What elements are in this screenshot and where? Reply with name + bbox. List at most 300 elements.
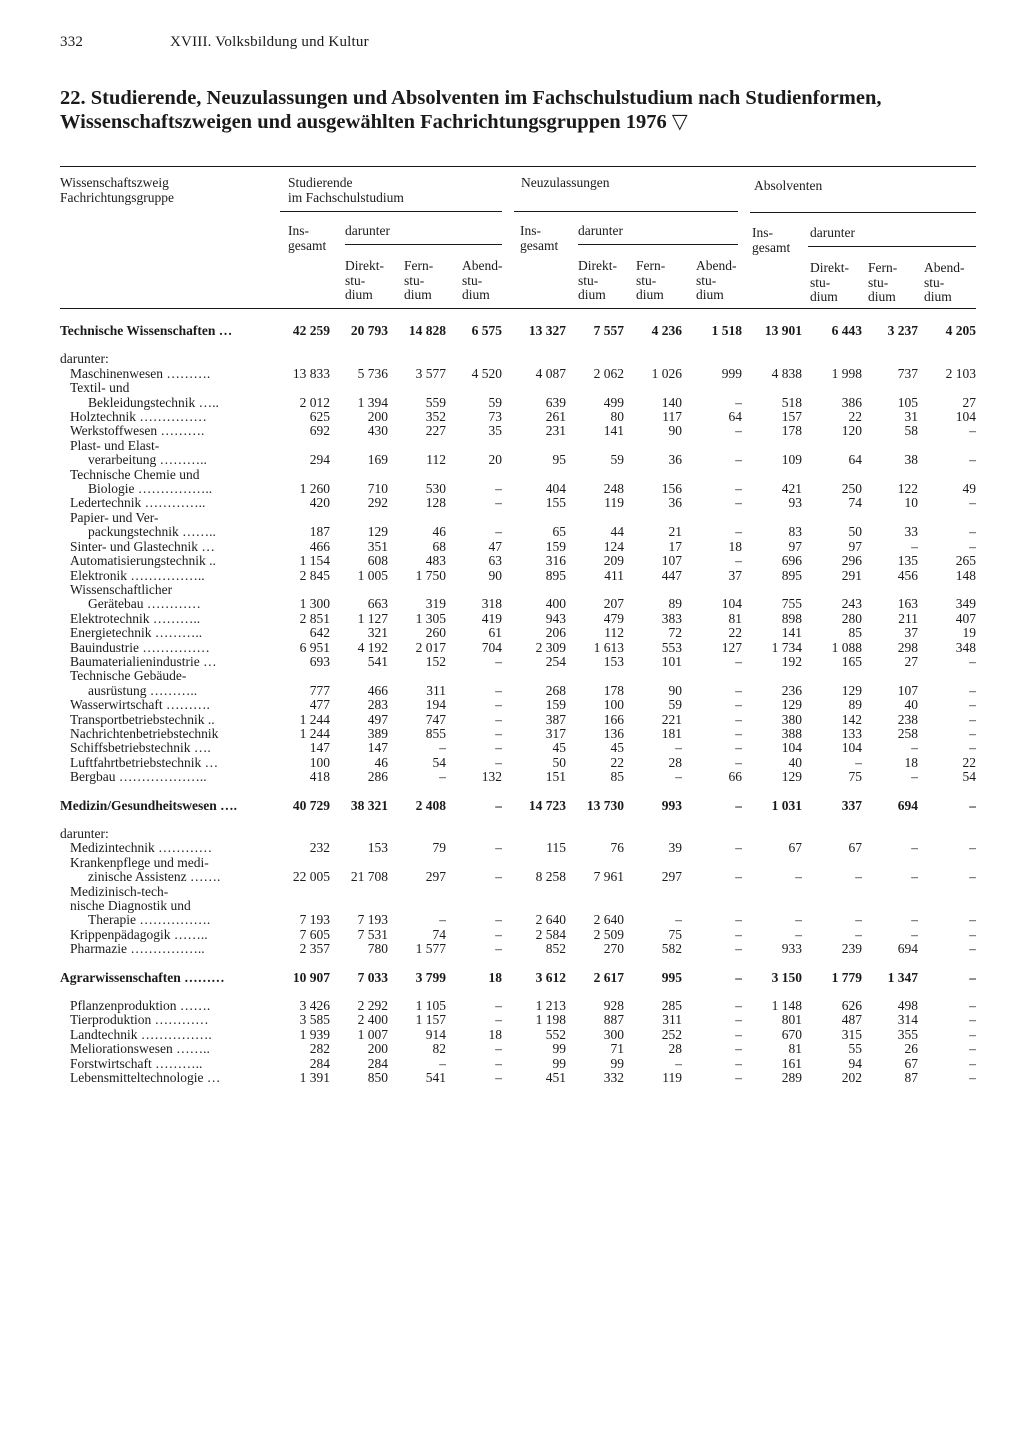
table-title bbox=[60, 86, 980, 134]
cell-col-5: 159 bbox=[545, 698, 566, 713]
cell-col-7: – bbox=[675, 913, 682, 928]
cell-col-4: 132 bbox=[481, 770, 502, 785]
cell-col-9: – bbox=[795, 927, 802, 942]
cell-col-11: 163 bbox=[897, 597, 918, 612]
cell-col-2: 850 bbox=[367, 1071, 388, 1086]
cell-col-7: 311 bbox=[662, 1013, 682, 1028]
cell-col-11: 298 bbox=[897, 640, 918, 655]
cell-col-10: 626 bbox=[841, 999, 862, 1014]
cell-col-6: 300 bbox=[603, 1027, 624, 1042]
cell-col-9: 236 bbox=[781, 683, 802, 698]
cell-col-9: 178 bbox=[781, 424, 802, 439]
cell-col-10: 64 bbox=[848, 453, 862, 468]
cell-col-12: 148 bbox=[955, 568, 976, 583]
cell-col-6 bbox=[566, 381, 624, 395]
cell-col-8: – bbox=[735, 1027, 742, 1042]
cell-col-3: 74 bbox=[432, 927, 446, 942]
cell-col-6: 85 bbox=[610, 770, 624, 785]
cell-col-9: 4 838 bbox=[771, 366, 802, 381]
cell-col-1: 420 bbox=[309, 496, 330, 511]
table-row bbox=[60, 684, 976, 698]
cell-col-9: 13 901 bbox=[764, 324, 802, 338]
cell-col-1: 642 bbox=[309, 626, 330, 641]
table-row-subheading bbox=[60, 381, 976, 395]
cell-col-12: 4 205 bbox=[945, 324, 976, 338]
cell-col-2: 292 bbox=[367, 496, 388, 511]
cell-col-9: – bbox=[795, 913, 802, 928]
cell-col-6: 124 bbox=[603, 539, 624, 554]
cell-col-12: – bbox=[969, 999, 976, 1014]
cell-col-12: – bbox=[969, 741, 976, 756]
cell-col-2: 5 736 bbox=[357, 366, 388, 381]
cell-col-3: 559 bbox=[425, 395, 446, 410]
cell-col-4: – bbox=[495, 525, 502, 540]
cell-col-6: 99 bbox=[610, 1056, 624, 1071]
table-row bbox=[60, 410, 976, 424]
cell-col-5: 151 bbox=[545, 770, 566, 785]
cell-col-5: 268 bbox=[545, 683, 566, 698]
cell-col-7: 36 bbox=[668, 496, 682, 511]
cell-col-5 bbox=[502, 439, 566, 453]
cell-col-2: 663 bbox=[367, 597, 388, 612]
cell-col-3: 1 577 bbox=[415, 942, 446, 957]
row-label: Schiffsbetriebstechnik …. bbox=[70, 741, 211, 756]
table-title-line-2: Wissenschaftszweigen und ausgewählten Fachrichtungsgruppen 1976 ▽ bbox=[60, 111, 688, 133]
cell-col-10 bbox=[802, 899, 862, 913]
cell-col-10 bbox=[802, 511, 862, 525]
cell-col-11: – bbox=[911, 741, 918, 756]
row-label: Bergbau ……………….. bbox=[70, 770, 207, 785]
table-row-total bbox=[60, 971, 976, 985]
cell-col-10 bbox=[802, 468, 862, 482]
table-row-subheading bbox=[60, 352, 976, 366]
cell-col-2: 321 bbox=[367, 626, 388, 641]
row-label: Textil- und bbox=[70, 381, 130, 396]
cell-col-9: 157 bbox=[781, 410, 802, 425]
g2-insgesamt-header: Ins- gesamt bbox=[520, 223, 559, 253]
group2-underline bbox=[514, 211, 738, 212]
cell-col-5 bbox=[502, 827, 566, 841]
darunter2-underline bbox=[578, 244, 738, 245]
cell-col-8: – bbox=[735, 554, 742, 569]
cell-col-7: 4 236 bbox=[651, 324, 682, 338]
cell-col-3: 2 017 bbox=[415, 640, 446, 655]
cell-col-12: 265 bbox=[955, 554, 976, 569]
row-label: Medizinisch-tech- bbox=[70, 884, 169, 899]
row-label: Bekleidungstechnik ….. bbox=[88, 395, 219, 410]
cell-col-3: 1 750 bbox=[415, 568, 446, 583]
row-label: Therapie ……………. bbox=[88, 913, 211, 928]
cell-col-1: 42 259 bbox=[292, 324, 330, 338]
cell-col-2 bbox=[330, 439, 388, 453]
cell-col-9: 801 bbox=[781, 1013, 802, 1028]
cell-col-3: 152 bbox=[425, 654, 446, 669]
table-row bbox=[60, 612, 976, 626]
cell-col-4: – bbox=[495, 698, 502, 713]
cell-col-1: 1 939 bbox=[299, 1027, 330, 1042]
cell-col-6: 928 bbox=[603, 999, 624, 1014]
cell-col-12 bbox=[918, 352, 976, 366]
cell-col-6 bbox=[566, 439, 624, 453]
cell-col-11: 498 bbox=[897, 999, 918, 1014]
cell-col-10: 487 bbox=[841, 1013, 862, 1028]
cell-col-1: 3 585 bbox=[299, 1013, 330, 1028]
cell-col-5: 552 bbox=[545, 1027, 566, 1042]
cell-col-6: 166 bbox=[603, 712, 624, 727]
cell-col-9: 380 bbox=[781, 712, 802, 727]
cell-col-12: 54 bbox=[962, 770, 976, 785]
row-label: Ledertechnik ………….. bbox=[70, 496, 206, 511]
table-row bbox=[60, 913, 976, 927]
row-label: Krankenpflege und medi- bbox=[70, 855, 209, 870]
cell-col-1 bbox=[272, 827, 330, 841]
cell-col-11: 58 bbox=[904, 424, 918, 439]
cell-col-10: 94 bbox=[848, 1056, 862, 1071]
cell-col-3: 352 bbox=[425, 410, 446, 425]
g2-abend-header: Abend- stu- dium bbox=[696, 258, 737, 302]
cell-col-2: 4 192 bbox=[357, 640, 388, 655]
cell-col-10 bbox=[802, 856, 862, 870]
cell-col-5: 14 723 bbox=[528, 798, 566, 813]
table-row bbox=[60, 540, 976, 554]
cell-col-3: 530 bbox=[425, 482, 446, 497]
table-row bbox=[60, 1028, 976, 1042]
cell-col-12: 19 bbox=[962, 626, 976, 641]
cell-col-2 bbox=[330, 669, 388, 683]
cell-col-12: – bbox=[969, 453, 976, 468]
cell-col-8: – bbox=[735, 712, 742, 727]
cell-col-9: 192 bbox=[781, 654, 802, 669]
stub-header-line-1: Wissenschaftszweig bbox=[60, 175, 169, 190]
cell-col-11 bbox=[862, 468, 918, 482]
cell-col-5: 45 bbox=[552, 741, 566, 756]
cell-col-4: 704 bbox=[481, 640, 502, 655]
table-row-subheading bbox=[60, 669, 976, 683]
cell-col-1: 13 833 bbox=[292, 366, 330, 381]
cell-col-11: 107 bbox=[897, 683, 918, 698]
cell-col-7: 181 bbox=[661, 726, 682, 741]
cell-col-4: – bbox=[495, 755, 502, 770]
cell-col-9 bbox=[742, 583, 802, 597]
cell-col-4: – bbox=[495, 999, 502, 1014]
cell-col-5: 65 bbox=[552, 525, 566, 540]
cell-col-2 bbox=[330, 856, 388, 870]
cell-col-2: 38 321 bbox=[350, 798, 388, 813]
cell-col-4: – bbox=[495, 726, 502, 741]
cell-col-11 bbox=[862, 885, 918, 899]
cell-col-6: 136 bbox=[603, 726, 624, 741]
cell-col-10: 239 bbox=[841, 942, 862, 957]
table-row bbox=[60, 525, 976, 539]
cell-col-8: – bbox=[735, 755, 742, 770]
cell-col-7: 1 026 bbox=[651, 366, 682, 381]
cell-col-2: 153 bbox=[367, 841, 388, 856]
cell-col-1 bbox=[272, 583, 330, 597]
cell-col-11: – bbox=[911, 913, 918, 928]
cell-col-7: 383 bbox=[661, 611, 682, 626]
cell-col-1 bbox=[272, 352, 330, 366]
cell-col-10: – bbox=[855, 870, 862, 885]
cell-col-10: 315 bbox=[841, 1027, 862, 1042]
cell-col-11: 1 347 bbox=[887, 970, 918, 985]
cell-col-9: 141 bbox=[781, 626, 802, 641]
cell-col-8: – bbox=[735, 453, 742, 468]
cell-col-7: – bbox=[675, 1056, 682, 1071]
cell-col-6: 178 bbox=[603, 683, 624, 698]
spacer-row bbox=[60, 338, 976, 352]
cell-col-11 bbox=[862, 827, 918, 841]
cell-col-3 bbox=[388, 669, 446, 683]
cell-col-6: 207 bbox=[603, 597, 624, 612]
cell-col-8: – bbox=[735, 913, 742, 928]
cell-col-3: 3 799 bbox=[415, 970, 446, 985]
table-row bbox=[60, 641, 976, 655]
cell-col-12 bbox=[918, 885, 976, 899]
cell-col-2 bbox=[330, 352, 388, 366]
cell-col-12: 22 bbox=[962, 755, 976, 770]
cell-col-2: 430 bbox=[367, 424, 388, 439]
cell-col-3: 3 577 bbox=[415, 366, 446, 381]
cell-col-1: 284 bbox=[309, 1056, 330, 1071]
cell-col-3: 541 bbox=[425, 1071, 446, 1086]
row-label: Forstwirtschaft ……….. bbox=[70, 1056, 203, 1071]
cell-col-4: 90 bbox=[488, 568, 502, 583]
cell-col-11: 31 bbox=[904, 410, 918, 425]
table-row bbox=[60, 999, 976, 1013]
cell-col-1 bbox=[272, 468, 330, 482]
cell-col-1: 40 729 bbox=[292, 798, 330, 813]
cell-col-5: 261 bbox=[545, 410, 566, 425]
cell-col-12 bbox=[918, 669, 976, 683]
cell-col-5: 400 bbox=[545, 597, 566, 612]
cell-col-9: 1 734 bbox=[771, 640, 802, 655]
cell-col-1: 6 951 bbox=[299, 640, 330, 655]
cell-col-11: 135 bbox=[897, 554, 918, 569]
cell-col-12: – bbox=[969, 1071, 976, 1086]
cell-col-8: – bbox=[735, 726, 742, 741]
cell-col-5: 2 309 bbox=[535, 640, 566, 655]
cell-col-2 bbox=[330, 827, 388, 841]
row-label: Nachrichtenbetriebstechnik bbox=[70, 726, 219, 741]
cell-col-3: 747 bbox=[425, 712, 446, 727]
spacer-cell bbox=[60, 957, 976, 971]
cell-col-1: 1 391 bbox=[299, 1071, 330, 1086]
row-label: nische Diagnostik und bbox=[70, 899, 191, 914]
cell-col-4 bbox=[446, 885, 502, 899]
cell-col-10: 120 bbox=[841, 424, 862, 439]
cell-col-12: 348 bbox=[955, 640, 976, 655]
cell-col-10: 133 bbox=[841, 726, 862, 741]
cell-col-10: 50 bbox=[848, 525, 862, 540]
cell-col-1: 7 193 bbox=[299, 913, 330, 928]
table-row bbox=[60, 870, 976, 884]
running-head bbox=[60, 34, 369, 51]
cell-col-10: 1 779 bbox=[831, 970, 862, 985]
spacer-cell bbox=[60, 985, 976, 999]
cell-col-11: 27 bbox=[904, 654, 918, 669]
cell-col-6 bbox=[566, 827, 624, 841]
cell-col-6: 100 bbox=[603, 698, 624, 713]
cell-col-3 bbox=[388, 511, 446, 525]
cell-col-1 bbox=[272, 856, 330, 870]
cell-col-11: 18 bbox=[904, 755, 918, 770]
cell-col-3: 46 bbox=[432, 525, 446, 540]
cell-col-1: 10 907 bbox=[292, 970, 330, 985]
cell-col-1: 1 244 bbox=[299, 726, 330, 741]
cell-col-8: – bbox=[735, 870, 742, 885]
cell-col-7 bbox=[624, 669, 682, 683]
cell-col-10: 67 bbox=[848, 841, 862, 856]
cell-col-7: 119 bbox=[662, 1071, 682, 1086]
cell-col-5: 404 bbox=[545, 482, 566, 497]
cell-col-12 bbox=[918, 827, 976, 841]
cell-col-11: – bbox=[911, 539, 918, 554]
table-row bbox=[60, 597, 976, 611]
cell-col-5 bbox=[502, 856, 566, 870]
cell-col-4: – bbox=[495, 913, 502, 928]
cell-col-6: 209 bbox=[603, 554, 624, 569]
cell-col-7 bbox=[624, 352, 682, 366]
cell-col-8 bbox=[682, 669, 742, 683]
cell-col-5: 95 bbox=[552, 453, 566, 468]
cell-col-5: 231 bbox=[545, 424, 566, 439]
cell-col-5: 317 bbox=[545, 726, 566, 741]
cell-col-1: 477 bbox=[309, 698, 330, 713]
cell-col-6: 7 961 bbox=[593, 870, 624, 885]
cell-col-10: 386 bbox=[841, 395, 862, 410]
cell-col-5: 1 213 bbox=[535, 999, 566, 1014]
cell-col-9 bbox=[742, 669, 802, 683]
cell-col-9: 109 bbox=[781, 453, 802, 468]
cell-col-1: 1 244 bbox=[299, 712, 330, 727]
cell-col-12: – bbox=[969, 927, 976, 942]
cell-col-3 bbox=[388, 885, 446, 899]
cell-col-7 bbox=[624, 827, 682, 841]
cell-col-4 bbox=[446, 381, 502, 395]
cell-col-7: 39 bbox=[668, 841, 682, 856]
cell-col-6: 2 617 bbox=[593, 970, 624, 985]
cell-col-8: – bbox=[735, 942, 742, 957]
cell-col-11: 26 bbox=[904, 1042, 918, 1057]
cell-col-7: 140 bbox=[661, 395, 682, 410]
cell-col-9: 161 bbox=[781, 1056, 802, 1071]
cell-col-2: 466 bbox=[367, 683, 388, 698]
cell-col-6: 22 bbox=[610, 755, 624, 770]
cell-col-10 bbox=[802, 827, 862, 841]
cell-col-5: 387 bbox=[545, 712, 566, 727]
cell-col-10: 1 088 bbox=[831, 640, 862, 655]
cell-col-5: 316 bbox=[545, 554, 566, 569]
cell-col-10 bbox=[802, 381, 862, 395]
spacer-cell bbox=[60, 338, 976, 352]
page-number: 332 bbox=[60, 34, 84, 50]
cell-col-1: 187 bbox=[309, 525, 330, 540]
row-label: Technische Gebäude- bbox=[70, 669, 187, 684]
cell-col-8 bbox=[682, 381, 742, 395]
row-label: Transportbetriebstechnik .. bbox=[70, 712, 215, 727]
cell-col-6: 76 bbox=[610, 841, 624, 856]
cell-col-12 bbox=[918, 583, 976, 597]
cell-col-7: 221 bbox=[661, 712, 682, 727]
cell-col-11 bbox=[862, 583, 918, 597]
cell-col-7: 59 bbox=[668, 698, 682, 713]
cell-col-11: 67 bbox=[904, 1056, 918, 1071]
cell-col-6: 80 bbox=[610, 410, 624, 425]
cell-col-6: 411 bbox=[604, 568, 624, 583]
cell-col-12: – bbox=[969, 1027, 976, 1042]
table-row bbox=[60, 453, 976, 467]
table-row-subheading bbox=[60, 856, 976, 870]
row-label: Holztechnik …………… bbox=[70, 410, 207, 425]
cell-col-12: – bbox=[969, 712, 976, 727]
cell-col-4: – bbox=[495, 870, 502, 885]
cell-col-2: 46 bbox=[374, 755, 388, 770]
cell-col-2: 389 bbox=[367, 726, 388, 741]
cell-col-4: – bbox=[495, 496, 502, 511]
table-row bbox=[60, 1071, 976, 1085]
cell-col-9: 289 bbox=[781, 1071, 802, 1086]
cell-col-2: 129 bbox=[367, 525, 388, 540]
table-row bbox=[60, 496, 976, 510]
cell-col-1: 294 bbox=[309, 453, 330, 468]
cell-col-9 bbox=[742, 856, 802, 870]
cell-col-12: 104 bbox=[955, 410, 976, 425]
cell-col-5 bbox=[502, 381, 566, 395]
cell-col-8 bbox=[682, 511, 742, 525]
cell-col-11 bbox=[862, 352, 918, 366]
table-row bbox=[60, 482, 976, 496]
table-row bbox=[60, 424, 976, 438]
cell-col-4: 73 bbox=[488, 410, 502, 425]
cell-col-1 bbox=[272, 381, 330, 395]
cell-col-3: 68 bbox=[432, 539, 446, 554]
g3-insgesamt-header: Ins- gesamt bbox=[752, 225, 791, 255]
cell-col-12 bbox=[918, 381, 976, 395]
cell-col-2: 147 bbox=[367, 741, 388, 756]
cell-col-12: – bbox=[969, 1056, 976, 1071]
cell-col-1: 692 bbox=[309, 424, 330, 439]
cell-col-11: 456 bbox=[897, 568, 918, 583]
cell-col-1: 693 bbox=[309, 654, 330, 669]
cell-col-5: 2 640 bbox=[535, 913, 566, 928]
cell-col-7: 17 bbox=[668, 539, 682, 554]
cell-col-10: 97 bbox=[848, 539, 862, 554]
cell-col-7: 36 bbox=[668, 453, 682, 468]
table-row-subheading bbox=[60, 439, 976, 453]
cell-col-3: 319 bbox=[425, 597, 446, 612]
cell-col-3: 311 bbox=[426, 683, 446, 698]
cell-col-3 bbox=[388, 468, 446, 482]
cell-col-2: 283 bbox=[367, 698, 388, 713]
cell-col-6: 7 557 bbox=[593, 324, 624, 338]
cell-col-8: – bbox=[735, 741, 742, 756]
table-row bbox=[60, 655, 976, 669]
table-row bbox=[60, 367, 976, 381]
cell-col-8: 81 bbox=[728, 611, 742, 626]
cell-col-4: – bbox=[495, 1013, 502, 1028]
cell-col-4: 318 bbox=[481, 597, 502, 612]
cell-col-6 bbox=[566, 885, 624, 899]
cell-col-7 bbox=[624, 583, 682, 597]
cell-col-5 bbox=[502, 669, 566, 683]
table-row bbox=[60, 770, 976, 784]
cell-col-8: – bbox=[735, 1042, 742, 1057]
cell-col-11 bbox=[862, 856, 918, 870]
spacer-row bbox=[60, 785, 976, 799]
cell-col-7 bbox=[624, 381, 682, 395]
cell-col-2: 20 793 bbox=[350, 324, 388, 338]
g3-darunter-header: darunter bbox=[810, 225, 855, 240]
